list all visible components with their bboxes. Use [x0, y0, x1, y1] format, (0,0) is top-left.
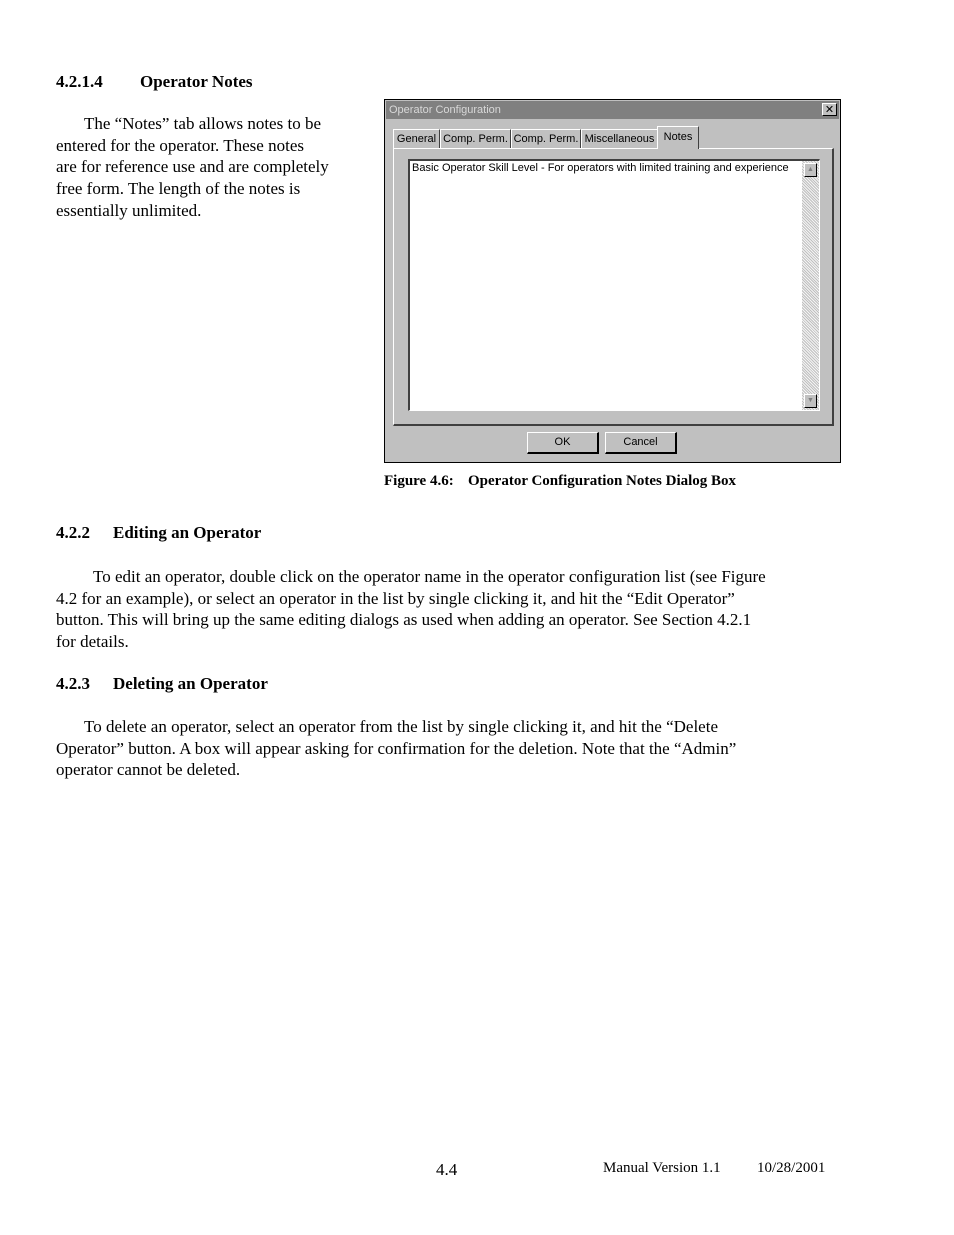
paragraph-line: To delete an operator, select an operator from the list by single clicking it, and hit the “Delete — [84, 717, 718, 736]
figure-label: Figure 4.6: — [384, 473, 454, 489]
figure-title: Operator Configuration Notes Dialog Box — [468, 473, 737, 489]
section-title: Deleting an Operator — [113, 674, 268, 693]
section-title: Editing an Operator — [113, 523, 262, 542]
scroll-up-arrow-icon[interactable]: ▲ — [804, 163, 817, 177]
dialog-title: Operator Configuration — [389, 104, 501, 116]
operator-configuration-dialog — [384, 99, 841, 463]
manual-date: 10/28/2001 — [757, 1160, 826, 1176]
scroll-down-arrow-icon[interactable]: ▼ — [804, 394, 817, 408]
paragraph-line: 4.2 for an example), or select an operator in the list by single clicking it, and hit the “Edit Operator” — [56, 588, 735, 608]
editing-operator-paragraph — [56, 566, 766, 653]
paragraph-line: The “Notes” tab allows notes to be — [84, 114, 321, 133]
notes-scrollbar[interactable] — [802, 161, 819, 410]
paragraph-line: free form. The length of the notes is — [56, 179, 301, 199]
paragraph-line: for details. — [56, 632, 129, 652]
section-heading-editing-operator — [56, 523, 261, 543]
close-button[interactable] — [822, 103, 837, 116]
notes-text: Basic Operator Skill Level - For operators with limited training and experience — [412, 162, 789, 174]
tab-comp-perm-2[interactable]: Comp. Perm. — [511, 129, 581, 148]
paragraph-line: operator cannot be deleted. — [56, 760, 241, 780]
paragraph-line: button. This will bring up the same editing dialogs as used when adding an operator. See Section 4.2.1 — [56, 610, 752, 630]
section-heading-deleting-operator — [56, 674, 268, 694]
section-title: Operator Notes — [140, 72, 253, 91]
paragraph-line: Operator” button. A box will appear asking for confirmation for the deletion. Note that the “Admin” — [56, 738, 737, 758]
deleting-operator-paragraph — [56, 716, 736, 781]
paragraph-line: To edit an operator, double click on the operator name in the operator configuration list (see Figure — [93, 567, 766, 586]
dialog-titlebar — [386, 101, 839, 119]
notes-tab-panel — [393, 148, 834, 426]
section-number: 4.2.1.4 — [56, 72, 103, 91]
tab-general[interactable]: General — [393, 129, 440, 148]
cancel-button[interactable]: Cancel — [605, 432, 677, 454]
tab-miscellaneous[interactable]: Miscellaneous — [581, 129, 658, 148]
operator-notes-paragraph — [56, 113, 329, 222]
section-number: 4.2.3 — [56, 674, 90, 693]
notes-textarea[interactable] — [408, 159, 820, 411]
paragraph-line: entered for the operator. These notes — [56, 135, 304, 155]
tab-notes[interactable]: Notes — [657, 126, 699, 149]
manual-version: Manual Version 1.1 — [603, 1160, 721, 1176]
page-number: 4.4 — [436, 1160, 458, 1179]
figure-caption — [384, 473, 736, 490]
tab-comp-perm-1[interactable]: Comp. Perm. — [440, 129, 511, 148]
ok-button[interactable]: OK — [527, 432, 599, 454]
close-icon: ✕ — [824, 104, 835, 116]
paragraph-line: are for reference use and are completely — [56, 157, 329, 177]
section-number: 4.2.2 — [56, 523, 90, 542]
paragraph-line: essentially unlimited. — [56, 200, 202, 220]
section-heading-operator-notes — [56, 72, 253, 92]
